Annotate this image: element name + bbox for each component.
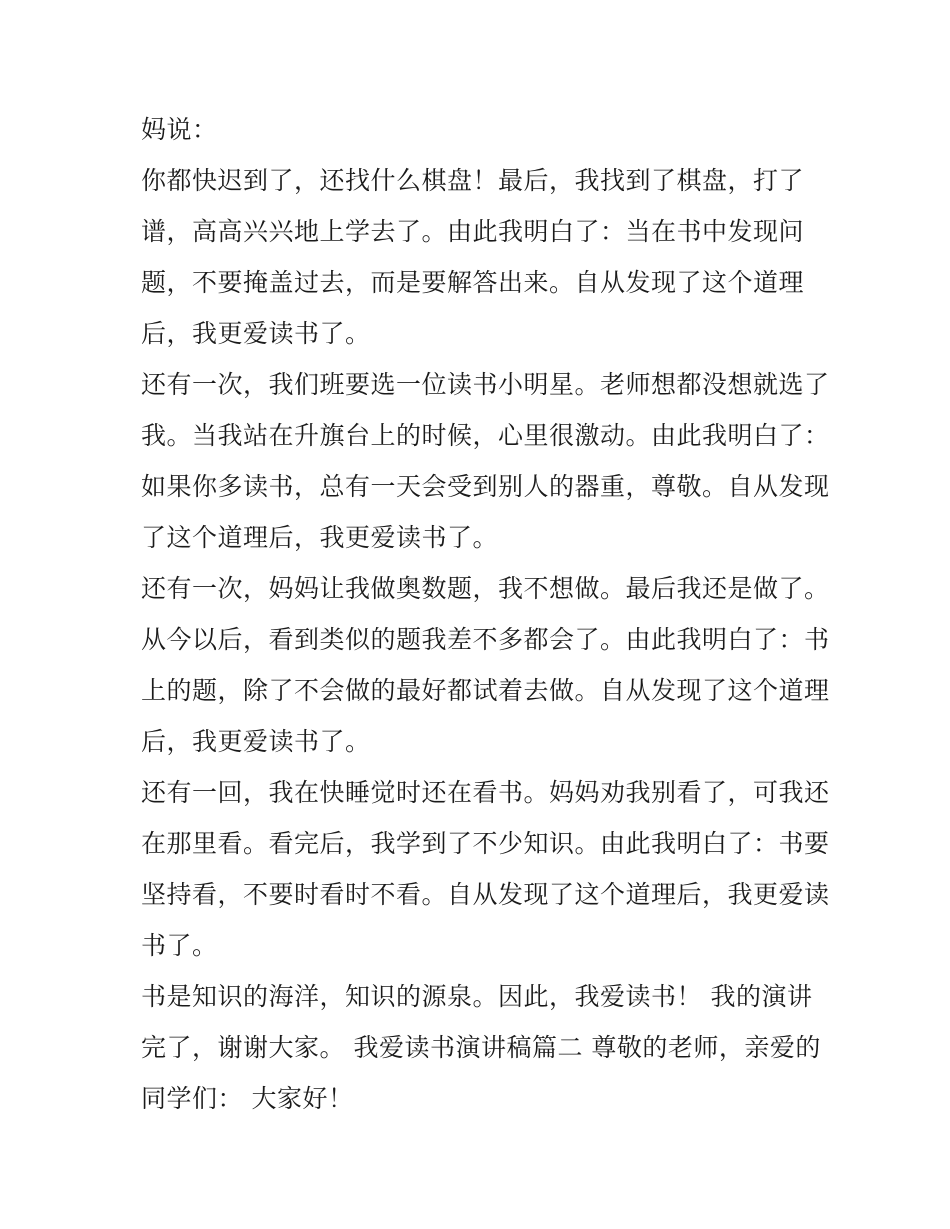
text-line: 妈说： [141,115,218,144]
text-line: 上的题，除了不会做的最好都试着去做。自从发现了这个道理 [141,676,830,705]
text-line: 书是知识的海洋，知识的源泉。因此，我爱读书！ 我的演讲 [141,982,813,1011]
text-line: 坚持看，不要时看时不看。自从发现了这个道理后，我更爱读 [141,880,830,909]
text-line: 题，不要掩盖过去，而是要解答出来。自从发现了这个道理 [141,268,805,297]
text-line: 书了。 [141,931,218,960]
text-line: 还有一次，妈妈让我做奥数题，我不想做。最后我还是做了。 [141,574,830,603]
text-line: 你都快迟到了，还找什么棋盘！最后，我找到了棋盘，打了 [141,166,805,195]
text-line: 从今以后，看到类似的题我差不多都会了。由此我明白了：书 [141,625,830,654]
text-line: 了这个道理后，我更爱读书了。 [141,523,499,552]
body-text [141,104,830,1124]
text-line: 同学们： 大家好！ [141,1084,354,1113]
text-line: 后，我更爱读书了。 [141,319,371,348]
text-line: 谱，高高兴兴地上学去了。由此我明白了：当在书中发现问 [141,217,805,246]
text-line: 还有一回，我在快睡觉时还在看书。妈妈劝我别看了，可我还 [141,778,830,807]
text-line: 如果你多读书，总有一天会受到别人的器重，尊敬。自从发现 [141,472,830,501]
text-line: 还有一次，我们班要选一位读书小明星。老师想都没想就选了 [141,370,830,399]
text-line: 我。当我站在升旗台上的时候，心里很激动。由此我明白了： [141,421,830,450]
text-line: 在那里看。看完后，我学到了不少知识。由此我明白了：书要 [141,829,830,858]
text-line: 完了，谢谢大家。 我爱读书演讲稿篇二 尊敬的老师，亲爱的 [141,1033,821,1062]
text-line: 后，我更爱读书了。 [141,727,371,756]
